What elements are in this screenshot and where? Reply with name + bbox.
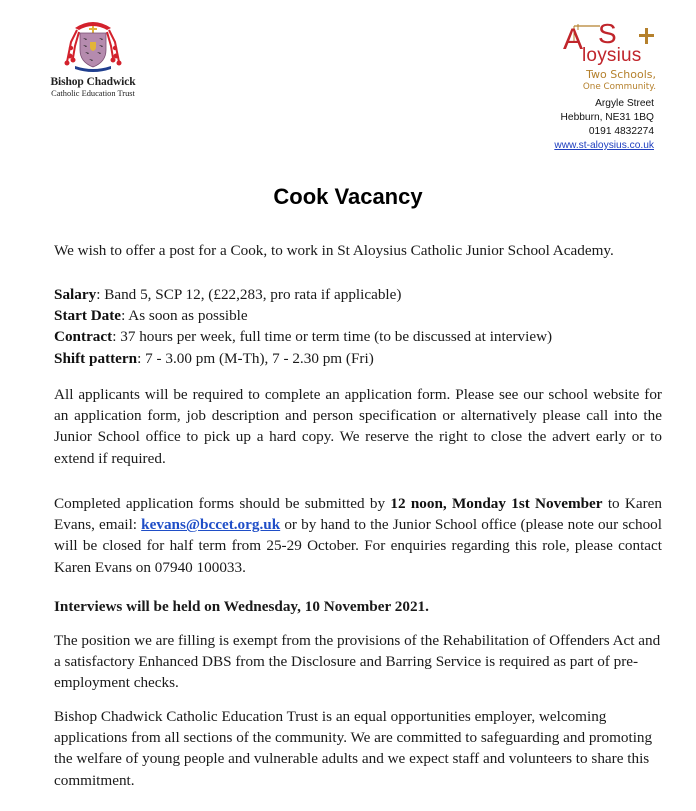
bishop-chadwick-logo [38, 18, 148, 99]
equal-opportunities-paragraph: Bishop Chadwick Catholic Education Trust is an equal opportunities employer, welcoming applications from all sections of the community. We are committed to safeguarding and promoting the welfare of young people and vulnerable adults and we expect staff and volunteers to share this commitment. [54, 708, 653, 789]
st-letter: S [598, 18, 617, 49]
detail-contract: Contract: 37 hours per week, full time or term time (to be discussed at interview) [54, 328, 553, 346]
trust-subtitle: Catholic Education Trust [51, 89, 135, 98]
aloysius-letters: loysius [582, 45, 642, 66]
school-address [554, 97, 654, 153]
tagline-line-2: One Community. [582, 82, 656, 92]
st-aloysius-wordmark [560, 18, 670, 68]
detail-start-date: Start Date: As soon as possible [54, 307, 248, 325]
email-link[interactable]: kevans@bccet.org.uk [141, 516, 281, 534]
address-street: Argyle Street [595, 98, 654, 109]
trust-name: Bishop Chadwick [50, 76, 136, 88]
address-town: Hebburn, NE31 1BQ [560, 112, 654, 123]
page-title: Cook Vacancy [273, 184, 423, 209]
detail-salary: Salary: Band 5, SCP 12, (£22,283, pro rata if applicable) [54, 286, 402, 303]
tagline-line-1: Two Schools, [586, 68, 656, 81]
deadline: 12 noon, Monday 1st November [390, 495, 603, 512]
exemption-paragraph: The position we are filling is exempt from the provisions of the Rehabilitation of Offenders Act and a satisfactory Enhanced DBS from the Disclosure and Barring Service is required as part of pre-employment checks. [54, 632, 661, 692]
crest-icon [61, 18, 125, 74]
job-details [54, 284, 662, 369]
intro-paragraph: We wish to offer a post for a Cook, to work in St Aloysius Catholic Junior School Academy. [54, 242, 614, 259]
website-link[interactable]: www.st-aloysius.co.uk [554, 140, 654, 151]
st-aloysius-logo [560, 18, 670, 93]
applications-paragraph: All applicants will be required to complete an application form. Please see our school website for an application form, job description and person specification or alternatively please call into the Junior School office to pick up a hard copy. We reserve the right to close the advert early or to extend if required. [54, 386, 662, 467]
submission-paragraph: Completed application forms should be submitted by 12 noon, Monday 1st November to Karen Evans, email: kevans@bccet.org.uk or by hand to the Junior School office (please note our school will be closed for half term from 25-29 October. For enquiries regarding this role, please contact Karen Evans on 07940 100033. [54, 495, 662, 576]
detail-shift-pattern: Shift pattern: 7 - 3.00 pm (M-Th), 7 - 2.30 pm (Fri) [54, 349, 374, 367]
interviews-notice: Interviews will be held on Wednesday, 10 November 2021. [54, 598, 429, 615]
aloysius-big-a: A [563, 23, 583, 56]
address-phone: 0191 4832274 [588, 126, 654, 137]
